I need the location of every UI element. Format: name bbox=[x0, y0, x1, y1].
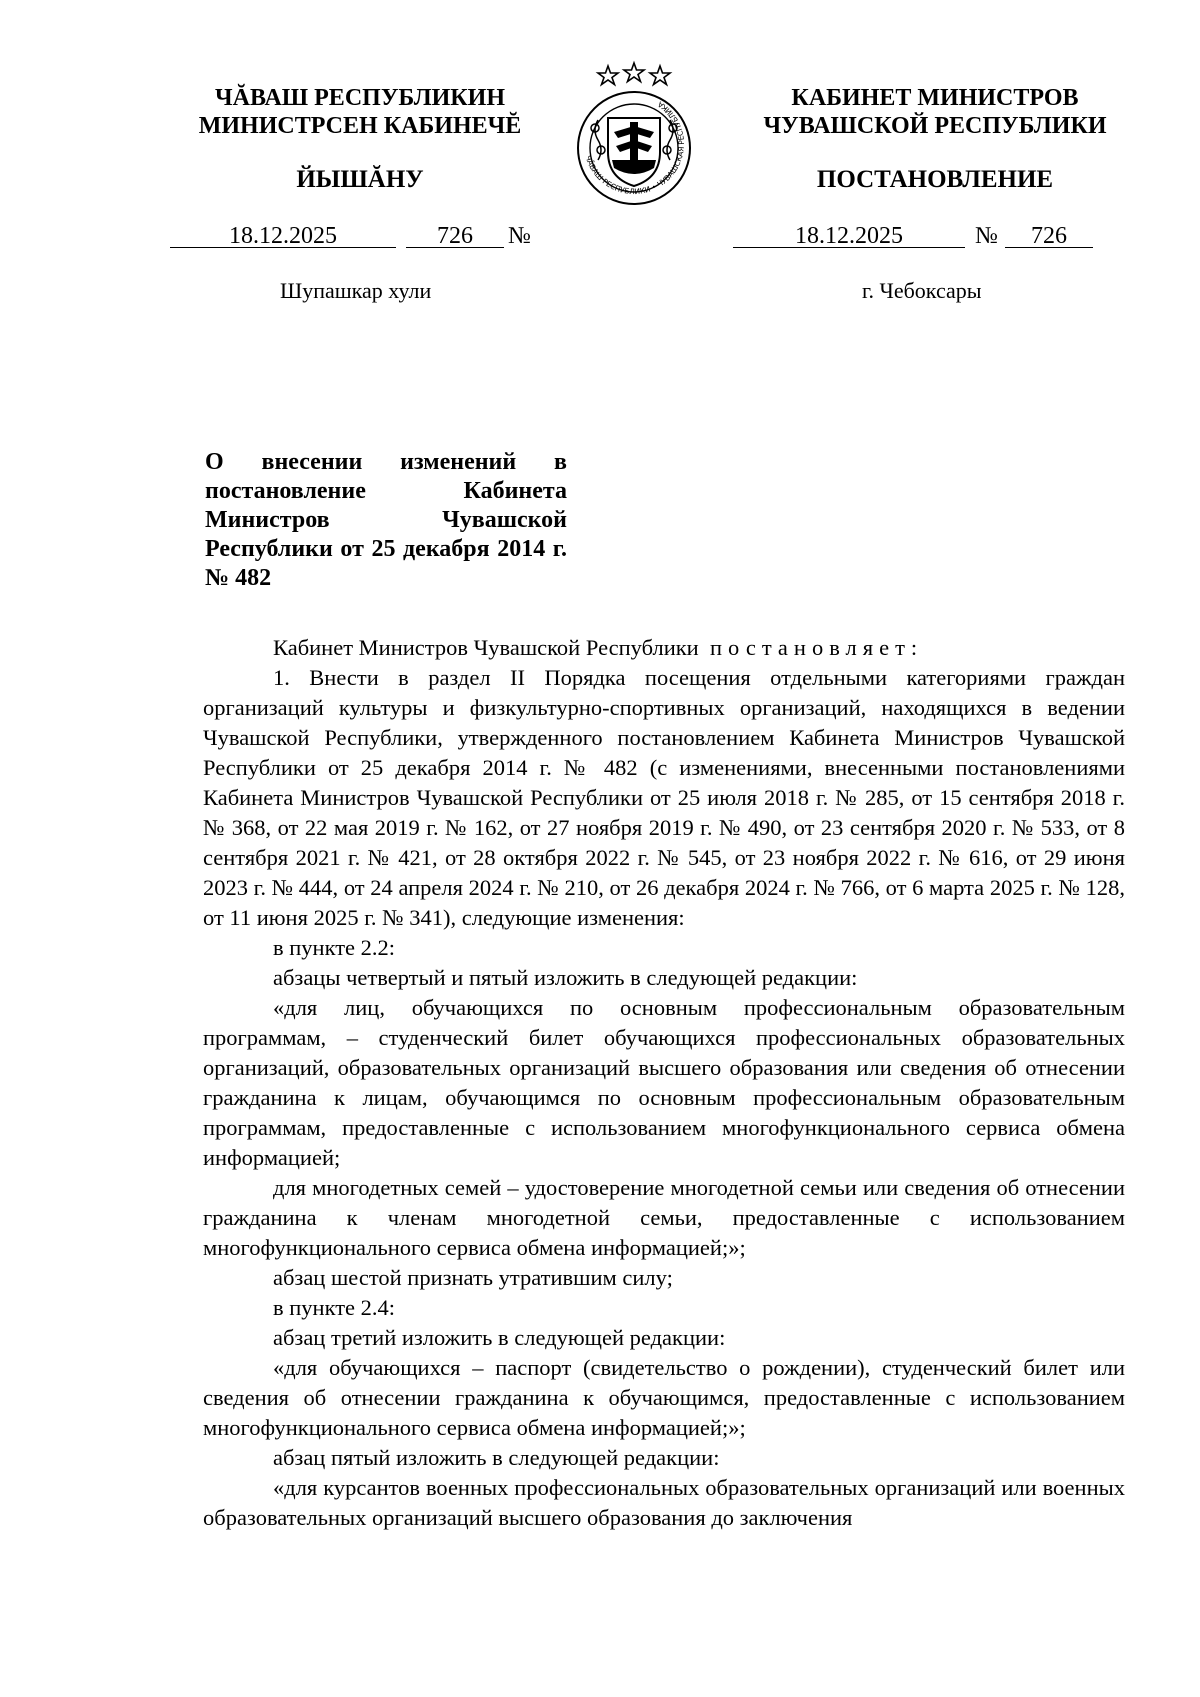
body-paragraph: 1. Внести в раздел II Порядка посещения отдельными категориями граждан организаций культуры и физкультурно-спортивных организаций, находящихся в ведении Чувашской Республики, утвержденного постановлением Кабинета Министров Чувашской Республики от 25 декабря 2014 г. № 482 (с изменениями, внесенными постановлениями Кабинета Министров Чувашской Республики от 25 июля 2018 г. № 285, от 15 сентября 2018 г. № 368, от 22 мая 2019 г. № 162, от 27 ноября 2019 г. № 490, от 23 сентября 2020 г. № 533, от 8 сентября 2021 г. № 421, от 28 октября 2022 г. № 545, от 23 ноября 2022 г. № 616, от 29 июня 2023 г. № 444, от 24 апреля 2024 г. № 210, от 26 декабря 2024 г. № 766, от 6 марта 2025 г. № 128, от 11 июня 2025 г. № 341), следующие изменения: bbox=[203, 665, 1125, 930]
coat-of-arms-ring-text: ЧĂВАШ РЕСПУБЛИКИ • ЧУВАШСКАЯ РЕСПУБЛИКА bbox=[583, 99, 687, 197]
chuvash-coat-of-arms-icon bbox=[568, 60, 700, 220]
left-number: 726 bbox=[437, 223, 473, 249]
header-left-title-line1: ЧĂВАШ РЕСПУБЛИКИН bbox=[215, 85, 505, 111]
header-left-title-line2: МИНИСТРСЕН КАБИНЕЧĔ bbox=[198, 113, 522, 139]
body-paragraph: для многодетных семей – удостоверение многодетной семьи или сведения об отнесении гражданина к членам многодетной семьи, предоставленные с использованием многофункционального сервиса обмена информацией;»; bbox=[203, 1175, 1125, 1260]
header-right-title-line2: ЧУВАШСКОЙ РЕСПУБЛИКИ bbox=[763, 113, 1107, 139]
body-paragraph: «для лиц, обучающихся по основным профессиональным образовательным программам, – студенческий билет обучающихся профессиональных образовательных организаций, образовательных организаций высшего образования или сведения об отнесении гражданина к лицам, обучающимся по основным профессиональным образовательным программам, предоставленные с использованием многофункционального сервиса обмена информацией; bbox=[203, 995, 1125, 1170]
preamble-text: Кабинет Министров Чувашской Республики bbox=[273, 635, 699, 660]
body-paragraph: «для курсантов военных профессиональных образовательных организаций или военных образовательных организаций высшего образования до заключения bbox=[203, 1475, 1125, 1530]
preamble-verb: постановляет: bbox=[709, 635, 924, 660]
left-date: 18.12.2025 bbox=[229, 223, 337, 249]
right-city: г. Чебоксары bbox=[862, 278, 982, 303]
header-right-title-line1: КАБИНЕТ МИНИСТРОВ bbox=[791, 85, 1079, 111]
body-paragraph: абзацы четвертый и пятый изложить в следующей редакции: bbox=[273, 965, 858, 990]
body-paragraphs bbox=[203, 663, 1125, 1533]
right-number-sign: № bbox=[975, 223, 998, 249]
header-right bbox=[735, 84, 1135, 194]
body-paragraph: в пункте 2.4: bbox=[273, 1295, 396, 1320]
document-subject: О внесении изменений в постановление Кабинета Министров Чувашской Республики от 25 декабря 2014 г. № 482 bbox=[205, 449, 567, 591]
left-city: Шупашкар хули bbox=[280, 278, 432, 303]
header-right-doc-type: ПОСТАНОВЛЕНИЕ bbox=[816, 166, 1054, 193]
header-left bbox=[170, 84, 550, 194]
coat-of-arms-svg bbox=[568, 60, 700, 220]
header-left-doc-type: ЙЫШĂНУ bbox=[296, 166, 424, 193]
right-number: 726 bbox=[1031, 223, 1067, 249]
right-date: 18.12.2025 bbox=[795, 223, 903, 249]
preamble bbox=[203, 633, 1125, 663]
body-paragraph: в пункте 2.2: bbox=[273, 935, 396, 960]
body-paragraph: абзац третий изложить в следующей редакции: bbox=[273, 1325, 726, 1350]
body-paragraph: абзац пятый изложить в следующей редакции: bbox=[273, 1445, 720, 1470]
body-paragraph: абзац шестой признать утратившим силу; bbox=[273, 1265, 673, 1290]
document-body bbox=[203, 633, 1125, 1533]
body-paragraph: «для обучающихся – паспорт (свидетельство о рождении), студенческий билет или сведения об отнесении гражданина к обучающимся, предоставленные с использованием многофункционального сервиса обмена информацией;»; bbox=[203, 1355, 1125, 1440]
left-number-sign: № bbox=[508, 223, 531, 249]
